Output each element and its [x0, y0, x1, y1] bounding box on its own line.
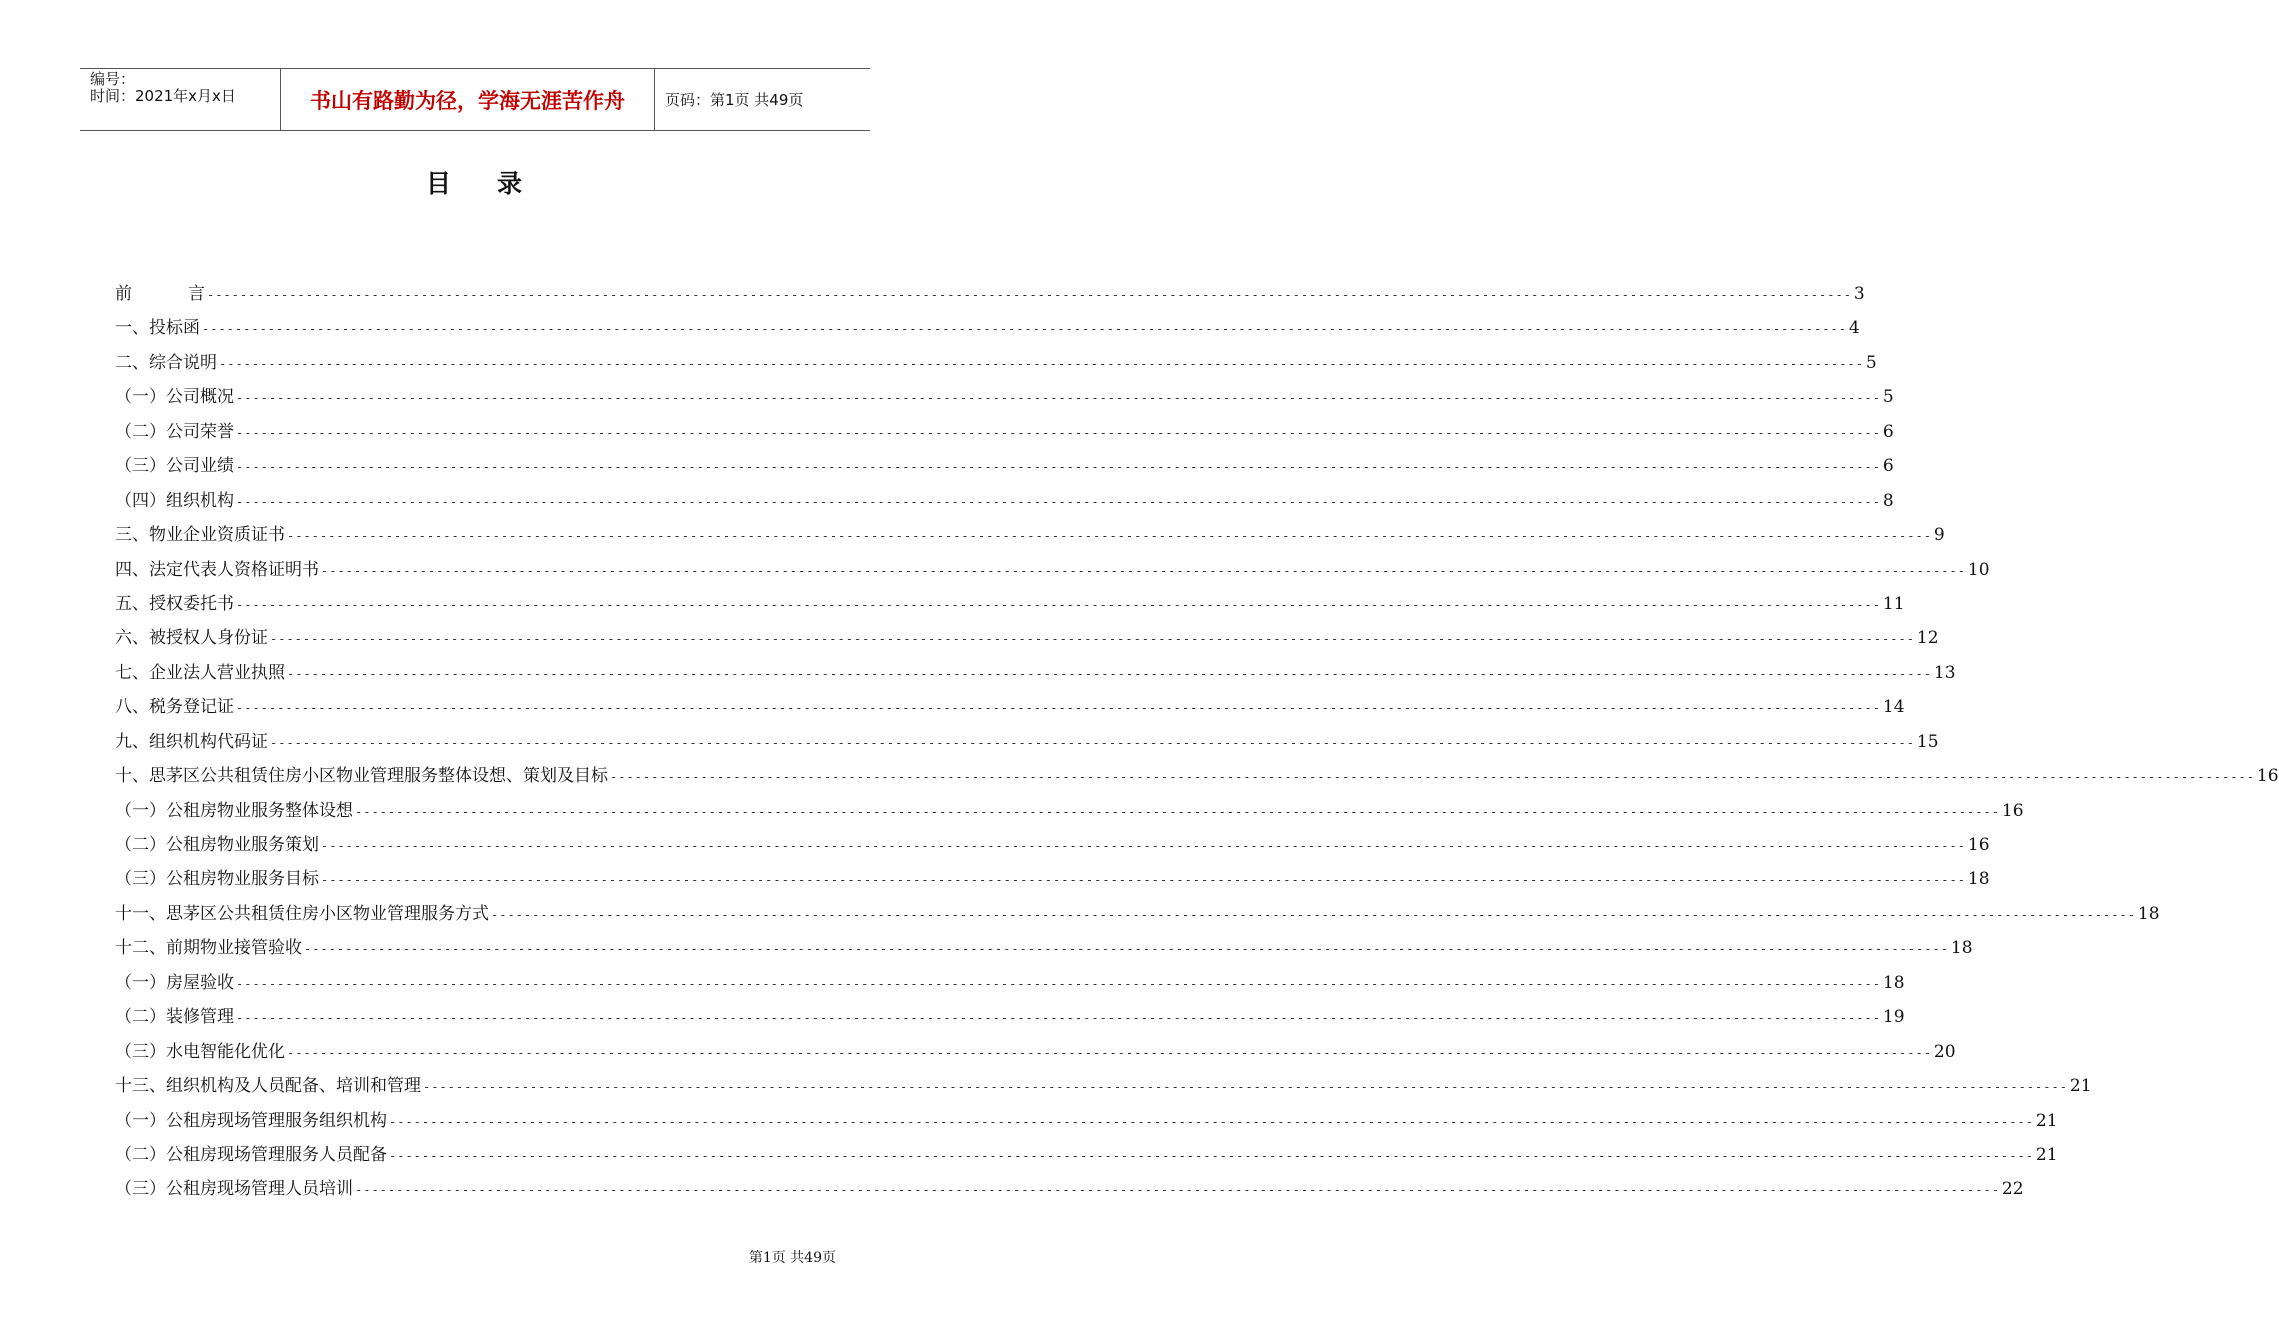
toc-entry[interactable] — [115, 828, 1990, 862]
toc-entry-label: （三）公租房现场管理人员培训 — [115, 1179, 353, 1200]
toc-leader-dashes: -------------------------------------------------------------------------------------------------------------------------------------------------------------------------------------------------------- — [304, 942, 1949, 957]
page-footer: 第1页 共49页 — [748, 1250, 836, 1266]
toc-entry[interactable] — [115, 518, 1945, 552]
toc-entry[interactable] — [115, 553, 1990, 587]
toc-leader-dashes: -------------------------------------------------------------------------------------------------------------------------------------------------------------------------------------------------------- — [236, 460, 1881, 475]
toc-entry-page: 5 — [1865, 352, 1877, 373]
toc-leader-dashes: -------------------------------------------------------------------------------------------------------------------------------------------------------------------------------------------------------- — [610, 770, 2255, 785]
page-title — [0, 164, 950, 200]
toc-leader-dashes: -------------------------------------------------------------------------------------------------------------------------------------------------------------------------------------------------------- — [355, 1183, 2000, 1198]
toc-entry-page: 14 — [1882, 697, 1905, 718]
toc-entry-label: （四）组织机构 — [115, 490, 234, 511]
toc-entry-page: 6 — [1882, 421, 1894, 442]
toc-entry-label: （二）公租房现场管理服务人员配备 — [115, 1144, 387, 1165]
toc-entry-page: 16 — [2001, 800, 2024, 821]
toc-entry-page: 13 — [1933, 662, 1956, 683]
toc-entry-page: 21 — [2035, 1110, 2058, 1131]
table-of-contents — [115, 277, 2279, 1207]
toc-leader-dashes: -------------------------------------------------------------------------------------------------------------------------------------------------------------------------------------------------------- — [423, 1080, 2068, 1095]
toc-entry-label: （二）公租房物业服务策划 — [115, 835, 319, 855]
toc-entry[interactable] — [115, 862, 1990, 896]
toc-entry-label: （一）公租房现场管理服务组织机构 — [115, 1110, 387, 1131]
toc-entry-page: 15 — [1916, 731, 1939, 752]
toc-entry-page: 20 — [1933, 1041, 1956, 1062]
toc-leader-dashes: -------------------------------------------------------------------------------------------------------------------------------------------------------------------------------------------------------- — [236, 391, 1881, 406]
toc-entry-page: 9 — [1933, 525, 1945, 546]
toc-entry[interactable] — [115, 415, 1894, 449]
toc-entry[interactable] — [115, 966, 1905, 1000]
toc-entry[interactable] — [115, 794, 2024, 828]
title-char-1: 目 — [425, 169, 453, 198]
toc-entry-page: 10 — [1967, 559, 1990, 580]
toc-entry[interactable] — [115, 449, 1894, 483]
header-date: 时间：2021年x月x日 — [90, 87, 236, 105]
toc-entry-label: 十一、思茅区公共租赁住房小区物业管理服务方式 — [115, 903, 489, 924]
toc-entry-label: （三）公司业绩 — [115, 456, 234, 477]
toc-entry[interactable] — [115, 587, 1905, 621]
toc-leader-dashes: -------------------------------------------------------------------------------------------------------------------------------------------------------------------------------------------------------- — [321, 563, 1966, 578]
toc-leader-dashes: -------------------------------------------------------------------------------------------------------------------------------------------------------------------------------------------------------- — [389, 1148, 2034, 1163]
toc-entry-page: 3 — [1853, 284, 1865, 304]
toc-entry-label: 前 言 — [115, 284, 205, 304]
toc-entry-label: （二）装修管理 — [115, 1007, 234, 1028]
toc-entry-label: （一）公司概况 — [115, 387, 234, 408]
toc-leader-dashes: -------------------------------------------------------------------------------------------------------------------------------------------------------------------------------------------------------- — [236, 701, 1881, 716]
toc-entry[interactable] — [115, 690, 1905, 724]
toc-entry-page: 5 — [1882, 387, 1894, 408]
toc-entry[interactable] — [115, 311, 1860, 345]
toc-entry-page: 8 — [1882, 490, 1894, 511]
toc-leader-dashes: -------------------------------------------------------------------------------------------------------------------------------------------------------------------------------------------------------- — [321, 839, 1966, 853]
toc-entry[interactable] — [115, 725, 1939, 759]
toc-entry-page: 16 — [2256, 766, 2279, 787]
toc-entry-label: （一）公租房物业服务整体设想 — [115, 800, 353, 821]
toc-leader-dashes: -------------------------------------------------------------------------------------------------------------------------------------------------------------------------------------------------------- — [270, 735, 1915, 750]
title-char-2: 录 — [497, 169, 525, 198]
toc-leader-dashes: -------------------------------------------------------------------------------------------------------------------------------------------------------------------------------------------------------- — [389, 1114, 2034, 1129]
toc-entry[interactable] — [115, 484, 1894, 518]
toc-entry-page: 18 — [2137, 903, 2160, 924]
toc-entry-page: 16 — [1967, 835, 1990, 855]
toc-entry-page: 6 — [1882, 456, 1894, 477]
page-header — [80, 68, 870, 131]
toc-leader-dashes: -------------------------------------------------------------------------------------------------------------------------------------------------------------------------------------------------------- — [287, 1045, 1932, 1060]
toc-entry-label: （三）公租房物业服务目标 — [115, 869, 319, 890]
toc-entry-label: 三、物业企业资质证书 — [115, 525, 285, 546]
toc-entry-label: 十三、组织机构及人员配备、培训和管理 — [115, 1076, 421, 1097]
toc-entry-label: （一）房屋验收 — [115, 972, 234, 993]
toc-leader-dashes: -------------------------------------------------------------------------------------------------------------------------------------------------------------------------------------------------------- — [202, 322, 1847, 337]
toc-entry-label: 八、税务登记证 — [115, 697, 234, 718]
toc-entry-label: 五、授权委托书 — [115, 593, 234, 614]
toc-leader-dashes: -------------------------------------------------------------------------------------------------------------------------------------------------------------------------------------------------------- — [491, 907, 2136, 922]
toc-leader-dashes: -------------------------------------------------------------------------------------------------------------------------------------------------------------------------------------------------------- — [236, 425, 1881, 440]
header-info-cell — [80, 69, 281, 130]
toc-entry-page: 12 — [1916, 628, 1939, 649]
toc-entry-page: 21 — [2069, 1076, 2092, 1097]
toc-entry-label: 六、被授权人身份证 — [115, 628, 268, 649]
toc-entry[interactable] — [115, 897, 2160, 931]
toc-entry-label: 一、投标函 — [115, 318, 200, 339]
toc-leader-dashes: -------------------------------------------------------------------------------------------------------------------------------------------------------------------------------------------------------- — [287, 529, 1932, 544]
toc-leader-dashes: -------------------------------------------------------------------------------------------------------------------------------------------------------------------------------------------------------- — [321, 873, 1966, 888]
toc-entry-page: 18 — [1882, 972, 1905, 993]
toc-leader-dashes: -------------------------------------------------------------------------------------------------------------------------------------------------------------------------------------------------------- — [236, 597, 1881, 612]
toc-leader-dashes: -------------------------------------------------------------------------------------------------------------------------------------------------------------------------------------------------------- — [236, 976, 1881, 991]
toc-entry-label: （二）公司荣誉 — [115, 421, 234, 442]
toc-entry-page: 19 — [1882, 1007, 1905, 1028]
toc-entry[interactable] — [115, 1035, 1956, 1069]
toc-entry-label: 十二、前期物业接管验收 — [115, 938, 302, 959]
toc-entry[interactable] — [115, 1138, 2058, 1172]
toc-entry[interactable] — [115, 346, 1877, 380]
toc-leader-dashes: -------------------------------------------------------------------------------------------------------------------------------------------------------------------------------------------------------- — [207, 288, 1852, 302]
header-number: 编号： — [90, 70, 136, 88]
toc-entry[interactable] — [115, 1069, 2092, 1103]
toc-entry-page: 4 — [1848, 318, 1860, 339]
toc-leader-dashes: -------------------------------------------------------------------------------------------------------------------------------------------------------------------------------------------------------- — [287, 666, 1932, 681]
toc-leader-dashes: -------------------------------------------------------------------------------------------------------------------------------------------------------------------------------------------------------- — [355, 804, 2000, 819]
toc-entry-label: 四、法定代表人资格证明书 — [115, 559, 319, 580]
toc-entry-label: 二、综合说明 — [115, 352, 217, 373]
toc-entry[interactable] — [115, 1172, 2024, 1206]
toc-entry-label: 七、企业法人营业执照 — [115, 662, 285, 683]
toc-entry-page: 18 — [1967, 869, 1990, 890]
toc-entry-page: 21 — [2035, 1144, 2058, 1165]
header-page-number: 页码：第1页 共49页 — [665, 91, 804, 109]
toc-entry-label: （三）水电智能化优化 — [115, 1041, 285, 1062]
toc-entry-page: 22 — [2001, 1179, 2024, 1200]
toc-leader-dashes: -------------------------------------------------------------------------------------------------------------------------------------------------------------------------------------------------------- — [236, 494, 1881, 509]
toc-entry-label: 九、组织机构代码证 — [115, 731, 268, 752]
toc-entry-label: 十、思茅区公共租赁住房小区物业管理服务整体设想、策划及目标 — [115, 766, 608, 787]
toc-entry-page: 11 — [1882, 593, 1905, 614]
toc-entry[interactable] — [115, 656, 1956, 690]
toc-entry[interactable] — [115, 759, 2279, 793]
header-motto: 书山有路勤为径，学海无涯苦作舟 — [281, 69, 655, 130]
toc-leader-dashes: -------------------------------------------------------------------------------------------------------------------------------------------------------------------------------------------------------- — [270, 632, 1915, 647]
toc-leader-dashes: -------------------------------------------------------------------------------------------------------------------------------------------------------------------------------------------------------- — [219, 356, 1864, 371]
toc-entry[interactable] — [115, 380, 1894, 414]
toc-entry[interactable] — [115, 277, 1865, 311]
toc-leader-dashes: -------------------------------------------------------------------------------------------------------------------------------------------------------------------------------------------------------- — [236, 1011, 1881, 1026]
toc-entry[interactable] — [115, 621, 1939, 655]
toc-entry[interactable] — [115, 931, 1973, 965]
toc-entry[interactable] — [115, 1104, 2058, 1138]
toc-entry-page: 18 — [1950, 938, 1973, 959]
toc-entry[interactable] — [115, 1000, 1905, 1034]
